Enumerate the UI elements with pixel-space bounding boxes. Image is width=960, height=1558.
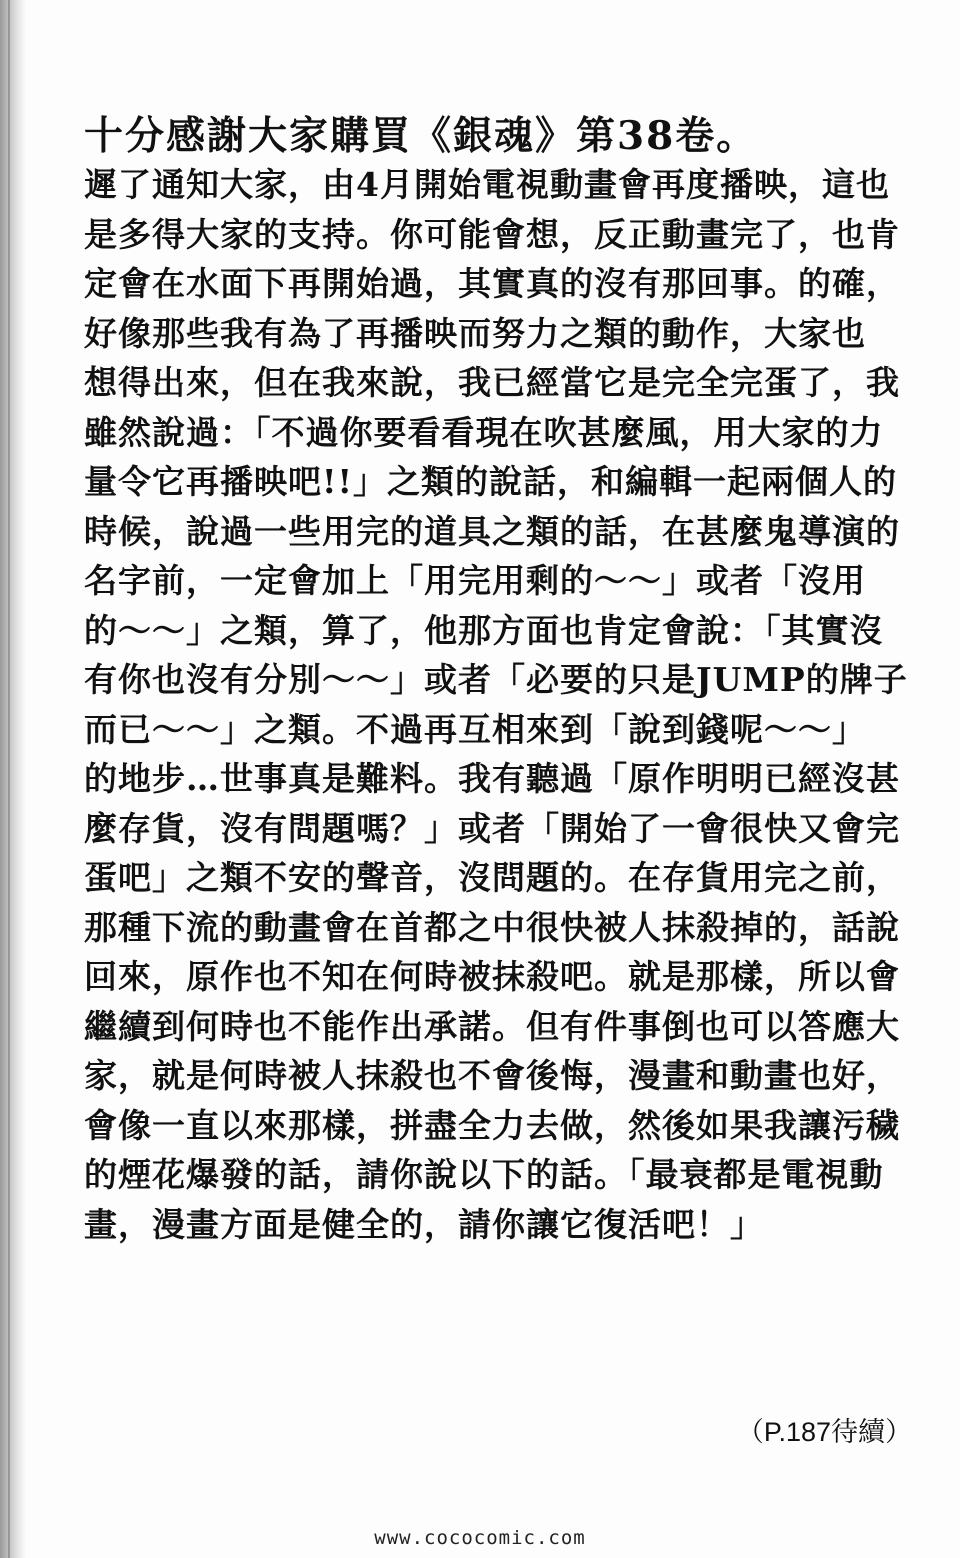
text-line: 畫，漫畫方面是健全的，請你讓它復活吧！」 xyxy=(84,1204,764,1244)
text-line: 有你也沒有分別～～」或者「必要的只是JUMP的牌子 xyxy=(84,660,908,699)
page-title: 十分感謝大家購買《銀魂》第38卷。 xyxy=(84,113,758,159)
text-line: 回來，原作也不知在何時被抹殺吧。就是那樣，所以會 xyxy=(84,957,900,996)
text-line: 的地步…世事真是難料。我有聽過「原作明明已經沒甚 xyxy=(84,759,900,798)
text-line: 雖然說過：「不過你要看看現在吹甚麼風，用大家的力 xyxy=(84,412,884,452)
body-text xyxy=(84,160,924,1249)
text-line: 定會在水面下再開始過，其實真的沒有那回事。的確， xyxy=(84,264,900,303)
text-line: 名字前，一定會加上「用完用剩的～～」或者「沒用 xyxy=(84,561,866,600)
site-watermark: www.cococomic.com xyxy=(374,1527,586,1549)
text-line: 蛋吧」之類不安的聲音，沒問題的。在存貨用完之前， xyxy=(84,858,900,897)
text-line: 好像那些我有為了再播映而努力之類的動作，大家也 xyxy=(84,313,866,353)
continued-note: （P.187待續） xyxy=(736,1417,912,1447)
binding-line xyxy=(8,0,10,1558)
text-line: 是多得大家的支持。你可能會想，反正動畫完了，也肯 xyxy=(84,214,900,254)
text-line: 時候，說過一些用完的道具之類的話，在甚麼鬼導演的 xyxy=(84,511,900,551)
binding-shadow xyxy=(0,0,26,1558)
text-line: 遲了通知大家，由4月開始電視動畫會再度播映，這也 xyxy=(84,165,890,204)
text-line: 那種下流的動畫會在首都之中很快被人抹殺掉的，話說 xyxy=(84,907,900,947)
text-line: 而已～～」之類。不過再互相來到「說到錢呢～～」 xyxy=(84,709,866,749)
text-line: 家，就是何時被人抹殺也不會後悔，漫畫和動畫也好， xyxy=(84,1056,900,1095)
text-line: 的～～」之類，算了，他那方面也肯定會說：「其實沒 xyxy=(84,610,884,650)
text-line: 的煙花爆發的話，請你說以下的話。「最衰都是電視動 xyxy=(84,1155,884,1194)
text-line: 會像一直以來那樣，拼盡全力去做，然後如果我讓污穢 xyxy=(84,1105,900,1145)
text-line: 想得出來，但在我來說，我已經當它是完全完蛋了，我 xyxy=(84,363,900,402)
text-line: 繼續到何時也不能作出承諾。但有件事倒也可以答應大 xyxy=(84,1006,900,1046)
text-line: 量令它再播映吧!!」之類的說話，和編輯一起兩個人的 xyxy=(84,462,897,501)
text-line: 麼存貨，沒有問題嗎？」或者「開始了一會很快又會完 xyxy=(84,808,900,848)
